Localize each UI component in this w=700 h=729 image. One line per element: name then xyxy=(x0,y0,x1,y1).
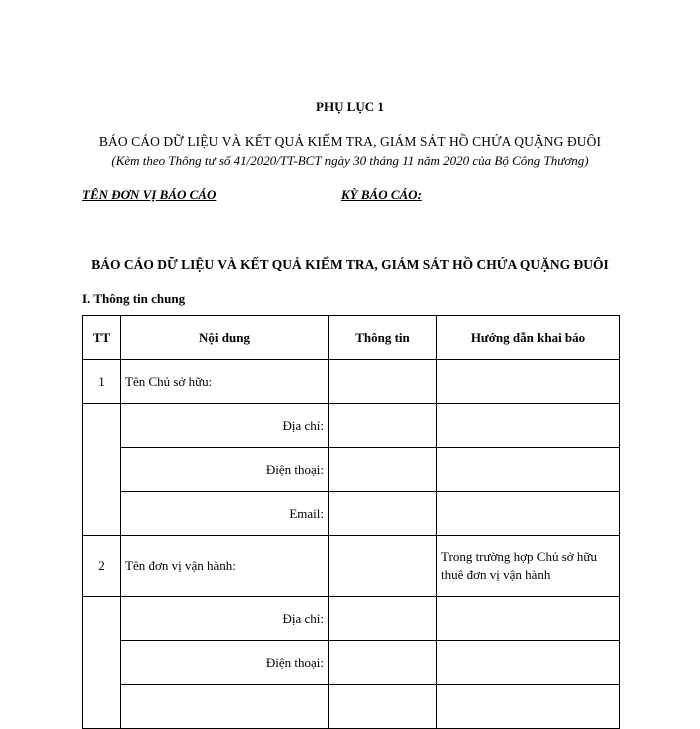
row-guide xyxy=(437,448,620,492)
table-row xyxy=(83,685,620,729)
row-guide xyxy=(437,641,620,685)
header-guide: Hướng dẫn khai báo xyxy=(437,316,620,360)
header-info: Thông tin xyxy=(329,316,437,360)
row-content: Email: xyxy=(121,492,329,536)
row-content: Địa chỉ: xyxy=(121,404,329,448)
table-row xyxy=(83,448,620,492)
document-title: BÁO CÁO DỮ LIỆU VÀ KẾT QUẢ KIỂM TRA, GIÁM SÁT HỒ CHỨA QUẶNG ĐUÔI xyxy=(98,134,602,149)
row-info-cell[interactable] xyxy=(329,597,437,641)
header-tt: TT xyxy=(83,316,121,360)
table-row xyxy=(83,597,620,641)
appendix-title: PHỤ LỤC 1 xyxy=(316,99,384,114)
row-content: Điện thoại: xyxy=(121,448,329,492)
row-content: Điện thoại: xyxy=(121,641,329,685)
table-row xyxy=(83,360,620,404)
table-row xyxy=(83,404,620,448)
row-guide xyxy=(437,404,620,448)
row-guide xyxy=(437,685,620,729)
document-subtitle: (Kèm theo Thông tư số 41/2020/TT-BCT ngày 30 tháng 11 năm 2020 của Bộ Công Thương) xyxy=(111,153,589,168)
row-info-cell[interactable] xyxy=(329,641,437,685)
general-info-heading: I. Thông tin chung xyxy=(82,291,186,306)
table-row xyxy=(83,536,620,597)
row-info-cell[interactable] xyxy=(329,492,437,536)
row-number xyxy=(83,597,121,729)
row-info-cell[interactable] xyxy=(329,448,437,492)
row-content: Địa chỉ: xyxy=(121,597,329,641)
general-info-table xyxy=(82,315,620,729)
row-content xyxy=(121,685,329,729)
row-info-cell[interactable] xyxy=(329,404,437,448)
header-content: Nội dung xyxy=(121,316,329,360)
report-unit-label: TÊN ĐƠN VỊ BÁO CÁO xyxy=(82,187,217,202)
row-number: 1 xyxy=(83,360,121,404)
section-heading: BÁO CÁO DỮ LIỆU VÀ KẾT QUẢ KIỂM TRA, GIÁM SÁT HỒ CHỨA QUẶNG ĐUÔI xyxy=(91,257,609,272)
row-guide xyxy=(437,597,620,641)
row-content: Tên đơn vị vận hành: xyxy=(121,536,329,597)
row-info-cell[interactable] xyxy=(329,685,437,729)
row-info-cell[interactable] xyxy=(329,360,437,404)
table-row xyxy=(83,492,620,536)
report-period-label: KỲ BÁO CÁO: xyxy=(341,187,422,202)
row-content: Tên Chủ sở hữu: xyxy=(121,360,329,404)
table-header-row xyxy=(83,316,620,360)
row-guide xyxy=(437,492,620,536)
row-number: 2 xyxy=(83,536,121,597)
row-guide: Trong trường hợp Chủ sở hữu thuê đơn vị vận hành xyxy=(437,536,620,597)
row-guide xyxy=(437,360,620,404)
row-number xyxy=(83,404,121,536)
row-info-cell[interactable] xyxy=(329,536,437,597)
table-row xyxy=(83,641,620,685)
